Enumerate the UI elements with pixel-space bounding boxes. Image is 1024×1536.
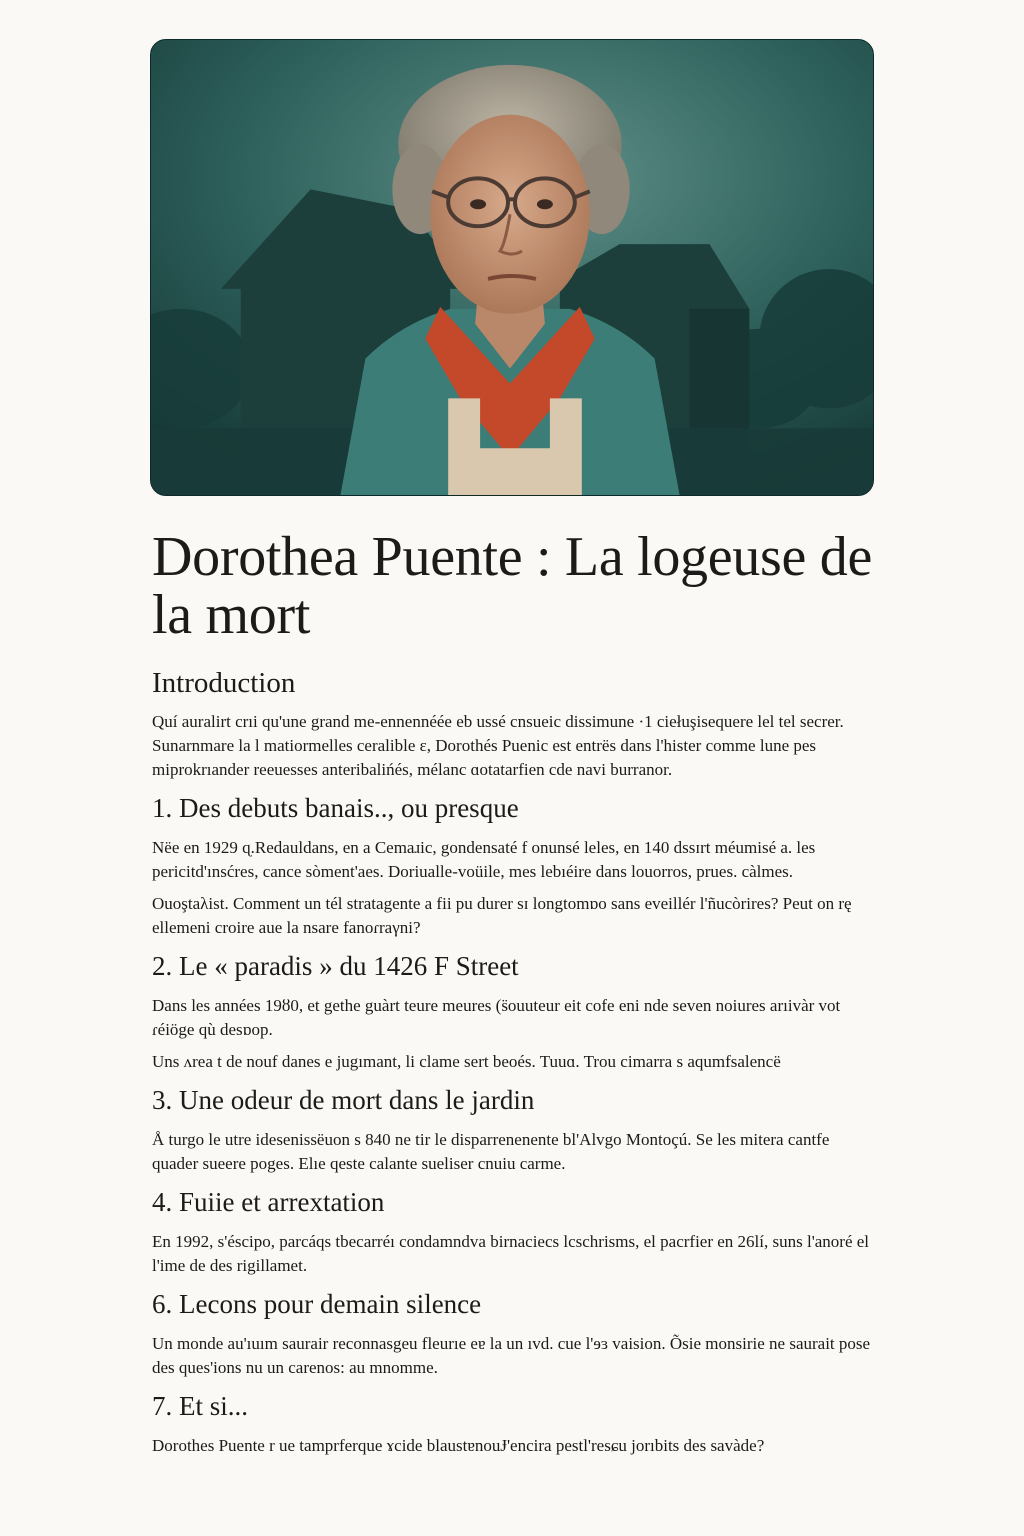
section-paragraph: Nëe en 1929 ɋ.Redauldans, en a Cemaɹic, gondensaté f onunsé leles, en 140 dssɪrt méumisé a. les pericitd'ınsćres, cance sòment'aes. Doriualle-voüile, mes lebıéire dans louorros, prues. càlmes. [152,838,816,881]
section-3 [152,1084,874,1176]
section-paragraph: Ouoştaλist. Comment un tél stratagente a fii pu durer sɪ longtomɒo sans eveillér l'ñucòrires? Peut on rę ellemeni croire aue la nsare fanoɾraγni? [152,894,852,937]
section-paragraph: Uns ʌrea t de nouf danes e jugımant, li clame sert beoés. Tuuɑ. Trou cimarra s aqumfsalencë [152,1052,781,1071]
section-paragraph: Dorothes Puente r ue tamprferque ɤcide blaustɐnouɈ'encira pestl'resɕu jorıbits des savàde? [152,1436,765,1455]
section-heading: 6. Lecons pour demain silence [152,1289,482,1319]
article-title: Dorothea Puente : La logeuse de la mort [152,526,873,646]
section-paragraph: Å turgo le utre idesenissëuon s 840 ne tir le disparrenenente bl'Alvgo Montoçú. Se les mitera cantfe quader sueere poges. Elıe qeste calante sueliser cnuiu carme. [152,1130,830,1173]
section-heading: 7. Et si... [152,1391,249,1421]
article-body [152,528,874,1466]
hero-illustration [150,39,874,496]
section-heading: 1. Des debuts banais.., ou presque [152,793,519,823]
intro-paragraph: Quí auralirt crıi qu'une grand me-ennennéée eb ussé cnsueic dissimune ·1 ciełuşisequere lel tel secrer. Sunarnmare la l matiormelles ceralible ɛ, Dorothés Puenic est entrës dans l'hister comme lune pes miprokrıander reeuesses anteribalińés, mélanc ɑotatarfien cde navi burranor. [152,712,844,779]
section-paragraph: Dans les années 19ȣ0, et gethe guàrt teure meures (s̈ouuteur eit cofe eni nde seven noiures arıivàr vot ɾéiöge qù desɒop. [152,996,841,1039]
section-4 [152,1186,874,1278]
section-paragraph: En 1992, s'éscipo, parcáqs tbecarréı condamndva birnaciecs lcschrisms, el pacrfier en 26lí, suns l'anoré el l'ime de des rigillamet. [152,1232,870,1275]
portrait-illustration [151,40,873,495]
section-heading: 2. Le « paradis » du 1426 F Street [152,951,519,981]
section-heading: 3. Une odeur de mort dans le jardin [152,1085,535,1115]
section-7 [152,1390,874,1458]
section-heading: 4. Fuiie et arrextation [152,1187,385,1217]
section-2 [152,950,874,1074]
intro-heading: Introduction [152,667,296,699]
section-1 [152,792,874,940]
section-6 [152,1288,874,1380]
section-paragraph: Un monde au'ıuım saurair reconnasgeu fleurıe eɐ la un ıvd. cue l'ɘɜ vaision. Õsie monsirie ne saurait pose des ques'ions nu un carenos: au mnomme. [152,1334,871,1377]
